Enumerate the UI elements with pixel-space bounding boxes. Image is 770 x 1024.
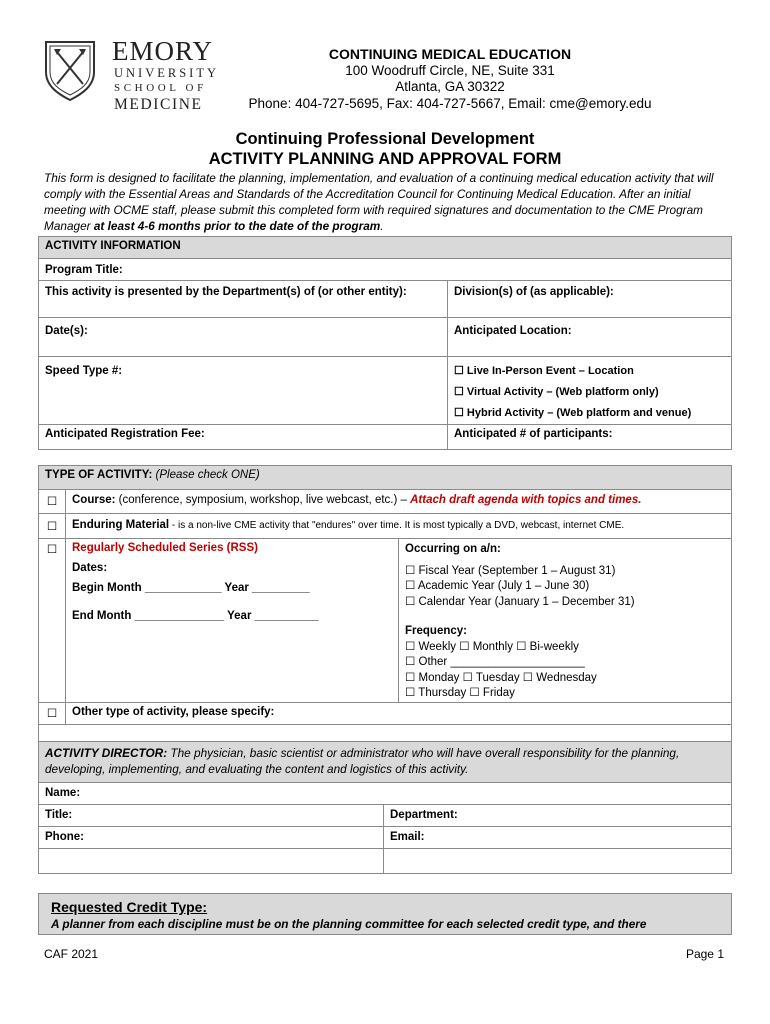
- activity-director-table: [38, 741, 732, 874]
- footer-page-number: Page 1: [685, 947, 724, 961]
- enduring-checkbox[interactable]: ☐: [39, 514, 66, 539]
- rss-checkbox[interactable]: ☐: [39, 539, 66, 703]
- course-row: [66, 490, 732, 514]
- frequency-label: Frequency:: [405, 625, 467, 637]
- form-title-line-2: ACTIVITY PLANNING AND APPROVAL FORM: [208, 150, 562, 168]
- logo-medicine: MEDICINE: [114, 96, 203, 113]
- emory-logo: [42, 36, 217, 116]
- logo-school-of: SCHOOL OF: [114, 82, 207, 94]
- director-phone-field[interactable]: Phone:: [39, 827, 384, 849]
- frequency-options-2[interactable]: ☐ Other _____________________: [405, 656, 585, 668]
- rss-label: Regularly Scheduled Series (RSS): [72, 542, 258, 554]
- occurring-label: Occurring on a/n:: [405, 543, 501, 555]
- department-field[interactable]: This activity is presented by the Department(s) of (or other entity):: [39, 281, 448, 318]
- logo-university: UNIVERSITY: [114, 66, 219, 80]
- shield-icon: [42, 38, 98, 102]
- other-checkbox[interactable]: ☐: [39, 702, 66, 724]
- course-attach-note: Attach draft agenda with topics and times.: [410, 494, 642, 506]
- form-title-line-1: Continuing Professional Development: [235, 130, 535, 148]
- calendar-year-checkbox[interactable]: ☐ Calendar Year (January 1 – December 31): [405, 595, 635, 608]
- rss-schedule-cell: [399, 539, 732, 703]
- director-blank-right[interactable]: [384, 849, 732, 874]
- hybrid-activity-checkbox[interactable]: ☐ Hybrid Activity – (Web platform and venue): [454, 407, 692, 419]
- org-address-1: 100 Woodruff Circle, NE, Suite 331: [345, 62, 555, 78]
- credit-type-section: [38, 893, 732, 935]
- credit-type-header: Requested Credit Type:: [51, 899, 208, 915]
- intro-text: This form is designed to facilitate the planning, implementation, and evaluation of a continuing medical education activity that will comply with the Essential Areas and Standards of the Accreditation Council for Continuing Medical Education. After an initial meeting with OCME staff, please submit this completed form with required signatures and documentation to the CME Program Manager: [44, 171, 714, 233]
- enduring-label: Enduring Material: [72, 519, 170, 531]
- director-header-text: The physician, basic scientist or administrator who will have overall responsibility for the planning, developing, implementing, and evaluating the content and logistics of this activity.: [45, 746, 680, 776]
- academic-year-checkbox[interactable]: ☐ Academic Year (July 1 – June 30): [405, 580, 590, 592]
- course-label: Course:: [72, 494, 116, 506]
- form-title: [40, 129, 730, 169]
- location-field[interactable]: Anticipated Location:: [448, 318, 732, 357]
- course-text: (conference, symposium, workshop, live webcast, etc.) –: [115, 494, 411, 506]
- director-title-field[interactable]: Title:: [39, 805, 384, 827]
- speed-type-field[interactable]: Speed Type #:: [39, 357, 448, 425]
- org-header: [230, 46, 670, 112]
- type-header-label: TYPE OF ACTIVITY:: [45, 469, 153, 481]
- event-format-options: [448, 357, 732, 425]
- credit-type-text: A planner from each discipline must be on the planning committee for each selected credit type, and there: [51, 917, 647, 931]
- dates-field[interactable]: Date(s):: [39, 318, 448, 357]
- director-header: [39, 742, 732, 783]
- participants-field[interactable]: Anticipated # of participants:: [448, 425, 732, 450]
- logo-emory: EMORY: [112, 36, 214, 66]
- type-header-note: (Please check ONE): [155, 469, 260, 481]
- course-checkbox[interactable]: ☐: [39, 490, 66, 514]
- virtual-activity-checkbox[interactable]: ☐ Virtual Activity – (Web platform only): [454, 386, 659, 398]
- director-email-field[interactable]: Email:: [384, 827, 732, 849]
- enduring-text: - is a non-live CME activity that "endures" over time. It is most typically a DVD, webcast, internet CME.: [169, 520, 625, 531]
- org-address-2: Atlanta, GA 30322: [395, 79, 505, 94]
- org-title: CONTINUING MEDICAL EDUCATION: [328, 46, 572, 62]
- director-header-label: ACTIVITY DIRECTOR:: [45, 746, 168, 760]
- type-of-activity-header: [39, 466, 732, 490]
- live-event-checkbox[interactable]: ☐ Live In-Person Event – Location: [454, 365, 634, 377]
- rss-dates-label: Dates:: [72, 562, 108, 574]
- program-title-field[interactable]: Program Title:: [39, 259, 732, 281]
- org-contact: Phone: 404-727-5695, Fax: 404-727-5667, Email: cme@emory.edu: [248, 95, 652, 111]
- footer-form-code: CAF 2021: [44, 947, 99, 961]
- activity-info-header: ACTIVITY INFORMATION: [39, 237, 732, 259]
- division-field[interactable]: Division(s) of (as applicable):: [448, 281, 732, 318]
- enduring-row: [66, 514, 732, 539]
- rss-end-month[interactable]: End Month ______________ Year __________: [72, 610, 319, 622]
- frequency-options-3[interactable]: ☐ Monday ☐ Tuesday ☐ Wednesday: [405, 671, 597, 684]
- frequency-options-4[interactable]: ☐ Thursday ☐ Friday: [405, 687, 515, 699]
- director-department-field[interactable]: Department:: [384, 805, 732, 827]
- rss-cell: [66, 539, 399, 703]
- type-of-activity-table: [38, 465, 732, 749]
- intro-end: .: [380, 219, 384, 233]
- fiscal-year-checkbox[interactable]: ☐ Fiscal Year (September 1 – August 31): [405, 564, 616, 577]
- director-name-field[interactable]: Name:: [39, 783, 732, 805]
- intro-paragraph: [44, 170, 734, 234]
- activity-info-table: [38, 236, 732, 450]
- frequency-options-1[interactable]: ☐ Weekly ☐ Monthly ☐ Bi-weekly: [405, 640, 579, 653]
- director-blank-left[interactable]: [39, 849, 384, 874]
- rss-begin-month[interactable]: Begin Month ____________ Year _________: [72, 582, 310, 594]
- intro-deadline: at least 4-6 months prior to the date of the program: [93, 219, 381, 233]
- other-activity-label: Other type of activity, please specify:: [66, 702, 732, 724]
- registration-fee-field[interactable]: Anticipated Registration Fee:: [39, 425, 448, 450]
